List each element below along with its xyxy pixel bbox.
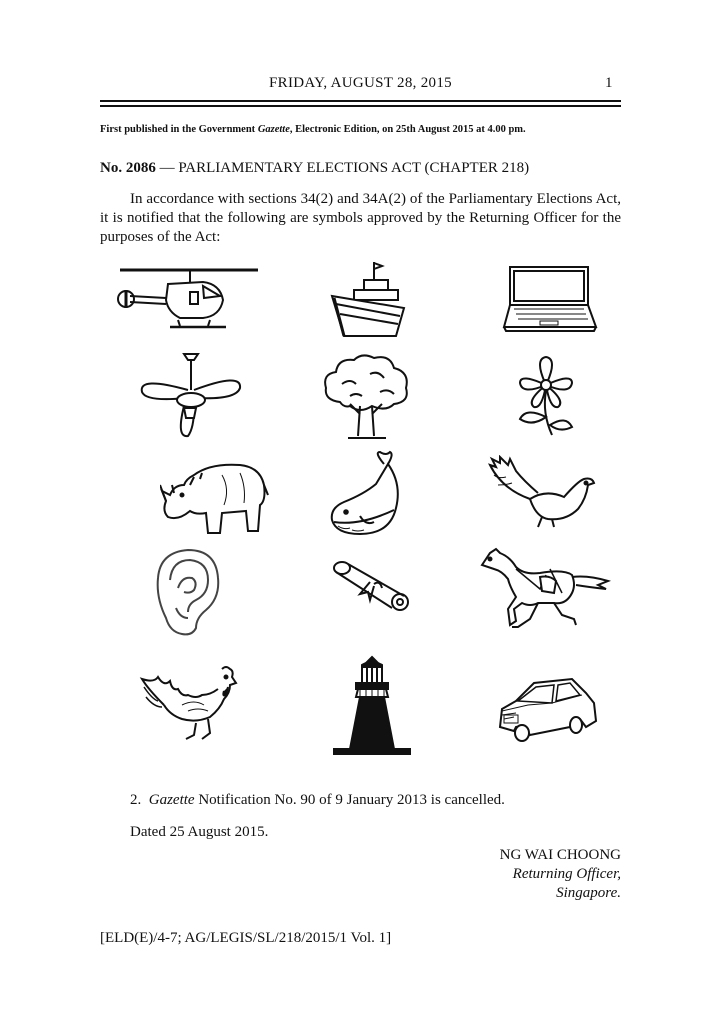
scroll-icon <box>330 558 412 614</box>
bird-icon <box>482 455 598 530</box>
signatory-name: NG WAI CHOONG <box>499 847 621 863</box>
reference-line: [ELD(E)/4-7; AG/LEGIS/SL/218/2015/1 Vol. 1] <box>100 930 392 946</box>
boat-icon <box>330 260 412 340</box>
dated-line: Dated 25 August 2015. <box>130 824 269 840</box>
rooster-icon <box>138 665 238 745</box>
notice-number: No. 2086 <box>100 160 156 176</box>
tree-icon <box>320 352 412 440</box>
header-date: FRIDAY, AUGUST 28, 2015 <box>269 75 452 91</box>
whale-icon <box>330 450 412 540</box>
cancellation-paragraph: 2. Gazette Notification No. 90 of 9 January 2013 is cancelled. <box>130 792 505 808</box>
ceiling-fan-icon <box>136 352 246 442</box>
lighthouse-icon <box>330 655 414 755</box>
signatory-place: Singapore. <box>556 885 621 901</box>
header-rule-top <box>100 100 621 102</box>
horse-icon <box>480 545 612 631</box>
signatory-role: Returning Officer, <box>512 866 621 882</box>
notice-intro: In accordance with sections 34(2) and 34A(2) of the Parliamentary Elections Act, it is notified that the following are symbols approved by the Returning Officer for the purposes of the Act: <box>100 191 621 245</box>
rhinoceros-icon <box>160 455 270 537</box>
notice-title: No. 2086 — PARLIAMENTARY ELECTIONS ACT (CHAPTER 218) <box>100 160 530 176</box>
header-rule-bottom <box>100 105 621 107</box>
laptop-icon <box>502 265 598 337</box>
publication-note: First published in the Government Gazette, Electronic Edition, on 25th August 2015 at 4.00 pm. <box>100 124 526 135</box>
page-number: 1 <box>605 75 613 91</box>
flower-icon <box>512 355 580 437</box>
car-icon <box>496 675 600 743</box>
ear-icon <box>152 548 222 636</box>
helicopter-icon <box>108 262 263 332</box>
